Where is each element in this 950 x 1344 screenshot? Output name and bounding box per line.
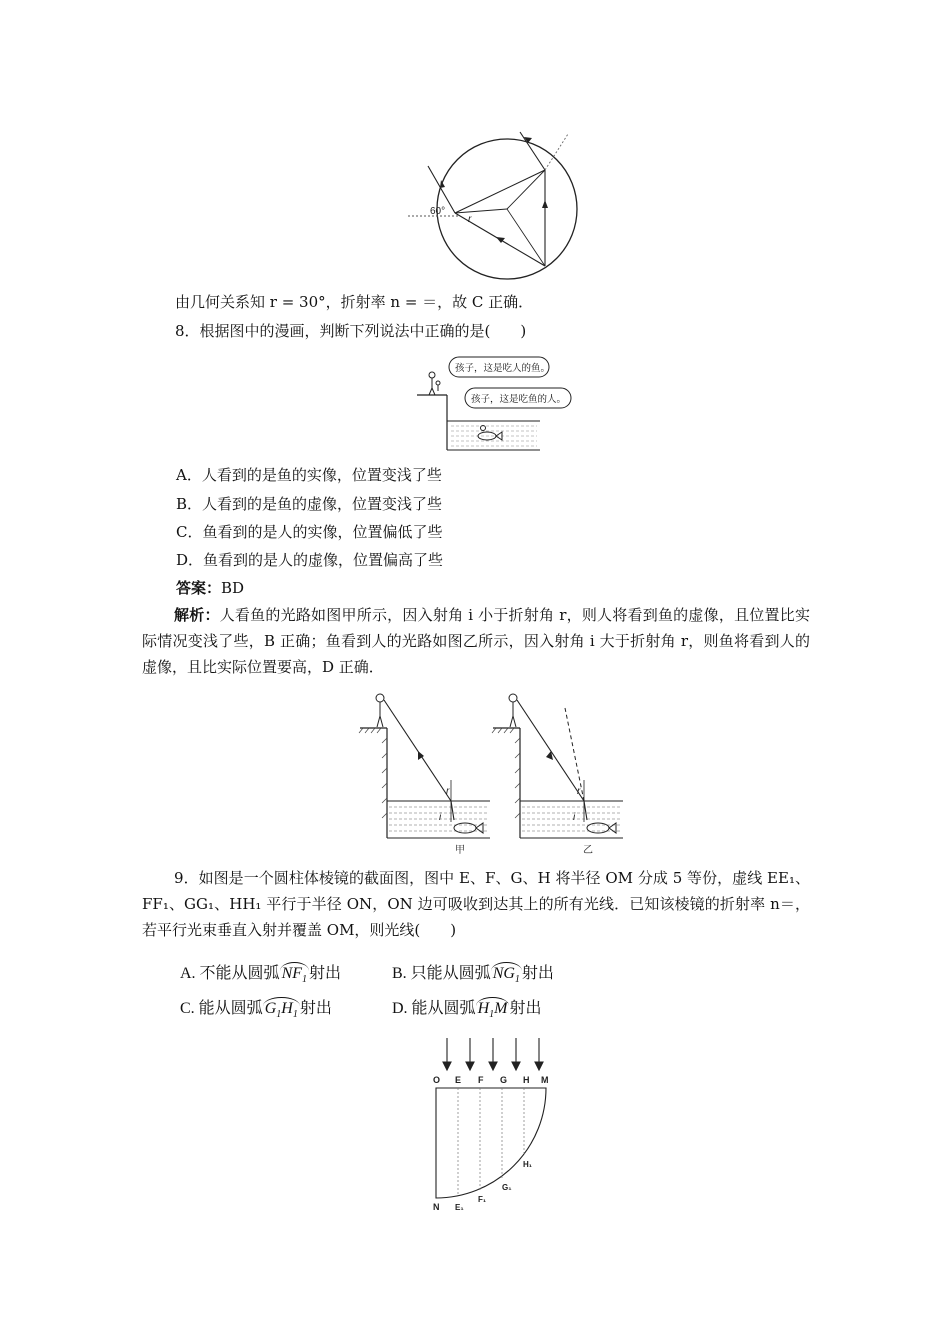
label-n: N — [433, 1202, 440, 1212]
q7-conclusion-line: 由几何关系知 r = 30°，折射率 n = ＝，故 C 正确． — [175, 293, 534, 311]
angle-r-label: r — [468, 214, 472, 225]
angle-60-label: 60° — [430, 206, 446, 217]
label-m: M — [541, 1075, 549, 1085]
internal-ray-1 — [455, 170, 545, 213]
answer-label: 答案： — [176, 579, 222, 597]
answer-value: BD — [221, 579, 245, 597]
q7-circle-figure — [400, 128, 580, 283]
yi-caption: 乙 — [583, 845, 593, 856]
label-e1: E₁ — [455, 1203, 464, 1212]
speech-bubble-2-text: 孩子，这是吃鱼的人。 — [471, 394, 567, 405]
q8-cartoon — [415, 355, 575, 453]
internal-arrow — [542, 200, 548, 208]
label-h: H — [523, 1075, 530, 1085]
arc-nf1: $NF_1$ — [280, 962, 309, 985]
yi-i-label: i — [573, 812, 576, 823]
diagram-yi — [492, 694, 623, 856]
radius-2 — [507, 170, 545, 209]
label-e: E — [455, 1075, 462, 1085]
incident-arrows — [443, 1038, 543, 1070]
prism-outline — [436, 1088, 546, 1198]
water-hatching — [451, 426, 537, 446]
jia-caption: 甲 — [455, 845, 465, 856]
label-h1: H₁ — [523, 1160, 533, 1169]
label-g: G — [500, 1075, 508, 1085]
jia-r-label: r — [446, 786, 450, 797]
q9-option-b: B. 只能从圆弧 $NG_1$ 射出 — [392, 960, 554, 985]
arc-ng1: $NG_1$ — [491, 962, 522, 985]
label-f: F — [478, 1075, 484, 1085]
diagram-jia — [359, 694, 490, 856]
q9-option-a: A. 不能从圆弧 $NF_1$ 射出 — [180, 960, 341, 985]
speech-bubble-1-text: 孩子，这是吃人的鱼。 — [455, 363, 551, 374]
label-f1: F₁ — [478, 1195, 487, 1204]
exit-ray — [520, 132, 545, 170]
q8-option-d: D．鱼看到的是人的虚像，位置偏高了些 — [176, 551, 444, 569]
q8-option-b: B．人看到的是鱼的虚像，位置变浅了些 — [176, 495, 443, 513]
q8-analysis — [142, 602, 810, 680]
analysis-label: 解析： — [174, 606, 220, 624]
q9-option-d: D. 能从圆弧 $H_1M$ 射出 — [392, 995, 541, 1020]
analysis-text: 人看鱼的光路如图甲所示，因入射角 i 小于折射角 r，则人将看到鱼的虚像，且位置比实际情况变浅了些，B 正确；鱼看到人的光路如图乙所示，因入射角 i 大于折射角 r，则鱼将看到人的虚像，且比实际位置要高，D 正确． — [142, 606, 810, 676]
label-g1: G₁ — [502, 1183, 512, 1192]
arc-g1h1: $G_1H_1$ — [263, 997, 300, 1020]
yi-r-label: r — [577, 786, 581, 797]
q9-prism-figure — [425, 1036, 565, 1216]
people-figures — [429, 372, 440, 395]
q8-stem: 8．根据图中的漫画，判断下列说法中正确的是( ) — [175, 322, 527, 340]
radius-3 — [507, 209, 545, 266]
dashed-parallels — [458, 1088, 524, 1196]
q8-answer-line — [176, 578, 244, 598]
q8-ray-diagrams — [355, 688, 635, 856]
q9-option-c: C. 能从圆弧 $G_1H_1$ 射出 — [180, 995, 332, 1020]
arc-h1m: $H_1M$ — [476, 997, 510, 1020]
q9-stem: 9．如图是一个圆柱体棱镜的截面图，图中 E、F、G、H 将半径 OM 分成 5 等份，虚线 EE₁、FF₁、GG₁、HH₁ 平行于半径 ON，ON 边可吸收到达其上的所有光线．已知该棱镜的折射率 n＝，若平行光束垂直入射并覆盖 OM，则光线( ) — [142, 869, 810, 939]
label-o: O — [433, 1075, 441, 1085]
jia-i-label: i — [439, 812, 442, 823]
fish-figure — [478, 426, 502, 441]
q8-option-a: A．人看到的是鱼的实像，位置变浅了些 — [176, 466, 442, 484]
q8-option-c: C．鱼看到的是人的实像，位置偏低了些 — [176, 523, 443, 541]
